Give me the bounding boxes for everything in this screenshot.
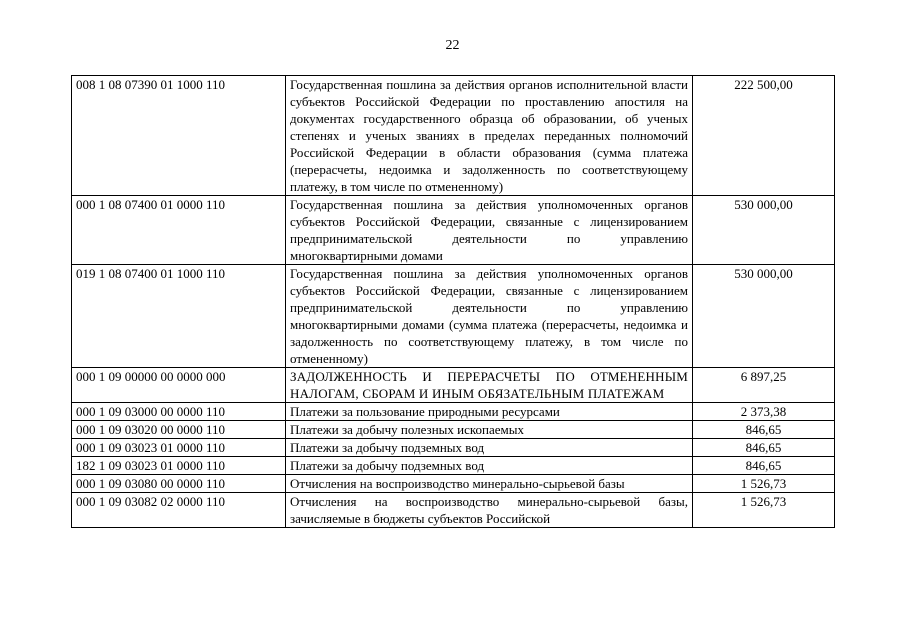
revenue-name-cell: Отчисления на воспроизводство минерально-сырьевой базы <box>286 475 693 493</box>
budget-revenue-table <box>71 75 835 528</box>
table-row <box>72 421 835 439</box>
amount-cell: 846,65 <box>693 457 835 475</box>
table-row <box>72 403 835 421</box>
table-row <box>72 76 835 196</box>
amount-cell: 530 000,00 <box>693 196 835 265</box>
amount-cell: 2 373,38 <box>693 403 835 421</box>
amount-cell: 1 526,73 <box>693 493 835 528</box>
revenue-name-cell: Платежи за пользование природными ресурсами <box>286 403 693 421</box>
table-row <box>72 439 835 457</box>
page-number: 22 <box>445 38 460 53</box>
amount-cell: 846,65 <box>693 421 835 439</box>
amount-cell: 6 897,25 <box>693 368 835 403</box>
budget-code-cell: 000 1 09 03080 00 0000 110 <box>72 475 286 493</box>
amount-cell: 846,65 <box>693 439 835 457</box>
amount-cell: 222 500,00 <box>693 76 835 196</box>
budget-code-cell: 000 1 09 03000 00 0000 110 <box>72 403 286 421</box>
table-row <box>72 457 835 475</box>
revenue-name-cell: ЗАДОЛЖЕННОСТЬ И ПЕРЕРАСЧЕТЫ ПО ОТМЕНЕННЫМ НАЛОГАМ, СБОРАМ И ИНЫМ ОБЯЗАТЕЛЬНЫМ ПЛАТЕЖАМ <box>286 368 693 403</box>
table-row <box>72 368 835 403</box>
revenue-name-cell: Платежи за добычу подземных вод <box>286 457 693 475</box>
revenue-name-cell: Отчисления на воспроизводство минерально-сырьевой базы, зачисляемые в бюджеты субъектов Российской <box>286 493 693 528</box>
budget-code-cell: 182 1 09 03023 01 0000 110 <box>72 457 286 475</box>
amount-cell: 1 526,73 <box>693 475 835 493</box>
budget-code-cell: 008 1 08 07390 01 1000 110 <box>72 76 286 196</box>
budget-code-cell: 000 1 09 00000 00 0000 000 <box>72 368 286 403</box>
revenue-name-cell: Государственная пошлина за действия уполномоченных органов субъектов Российской Федерации, связанные с лицензированием предпринимательской деятельности по управлению многоквартирными домами <box>286 196 693 265</box>
budget-code-cell: 019 1 08 07400 01 1000 110 <box>72 265 286 368</box>
budget-code-cell: 000 1 09 03082 02 0000 110 <box>72 493 286 528</box>
revenue-name-cell: Платежи за добычу полезных ископаемых <box>286 421 693 439</box>
revenue-name-cell: Государственная пошлина за действия органов исполнительной власти субъектов Российской Федерации по проставлению апостиля на документах государственного образца об образовании, об ученых степенях и ученых званиях в пределах переданных полномочий Российской Федерации в области образования (сумма платежа (перерасчеты, недоимка и задолженность по соответствующему платежу, в том числе по отмененному) <box>286 76 693 196</box>
revenue-name-cell: Государственная пошлина за действия уполномоченных органов субъектов Российской Федерации, связанные с лицензированием предпринимательской деятельности по управлению многоквартирными домами (сумма платежа (перерасчеты, недоимка и задолженность по соответствующему платежу, в том числе по отмененному) <box>286 265 693 368</box>
table-row <box>72 475 835 493</box>
table-row <box>72 265 835 368</box>
table-row <box>72 493 835 528</box>
budget-code-cell: 000 1 09 03023 01 0000 110 <box>72 439 286 457</box>
revenue-name-cell: Платежи за добычу подземных вод <box>286 439 693 457</box>
budget-code-cell: 000 1 08 07400 01 0000 110 <box>72 196 286 265</box>
amount-cell: 530 000,00 <box>693 265 835 368</box>
budget-code-cell: 000 1 09 03020 00 0000 110 <box>72 421 286 439</box>
table-row <box>72 196 835 265</box>
